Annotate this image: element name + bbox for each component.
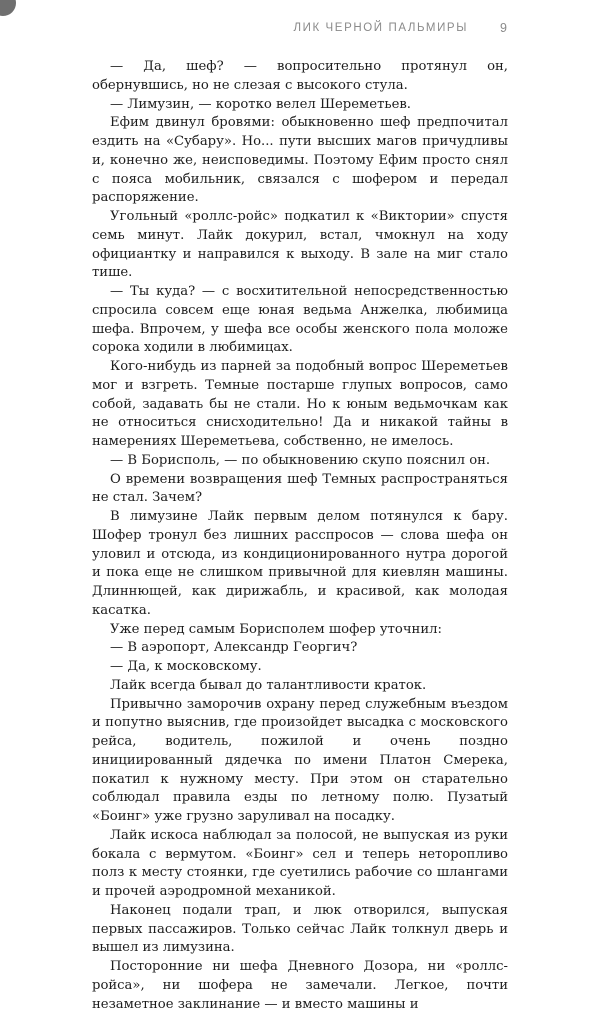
running-title: ЛИК ЧЕРНОЙ ПАЛЬМИРЫ	[293, 22, 468, 34]
corner-mark	[0, 0, 16, 16]
paragraph: Лайк искоса наблюдал за полосой, не выпуская из руки бокала с вермутом. «Боинг» сел и теперь неторопливо полз к месту стоянки, где суетились рабочие со шлангами и прочей аэродромной механикой.	[92, 827, 508, 899]
paragraph: — Ты куда? — с восхитительной непосредственностью спросила совсем еще юная ведьма Анжелка, любимица шефа. Впрочем, у шефа все особы женского пола моложе сорока ходили в любимицах.	[92, 284, 508, 356]
paragraph: Наконец подали трап, и люк отворился, выпуская первых пассажиров. Только сейчас Лайк толкнул дверь и вышел из лимузина.	[92, 902, 508, 956]
paragraph: — В аэропорт, Александр Георгич?	[110, 640, 358, 656]
page-number: 9	[500, 21, 507, 35]
paragraph: Угольный «роллс-ройс» подкатил к «Виктории» спустя семь минут. Лайк докурил, встал, чмокнул на ходу официантку и направился к выходу. В зале на миг стало тише.	[92, 209, 508, 281]
paragraph: Привычно заморочив охрану перед служебным въездом и попутно выяснив, где произойдет высадка с московского рейса, водитель, пожилой и очень поздно инициированный дядечка по имени Платон Смерека, покатил к нужному месту. При этом он старательно соблюдал правила езды по летному полю. Пузатый «Боинг» уже грузно заруливал на посадку.	[92, 696, 508, 824]
paragraph: Посторонние ни шефа Дневного Дозора, ни «роллс-ройса», ни шофера не замечали. Легкое, почти незаметное заклинание — и вместо машины и	[92, 959, 508, 1012]
paragraph: Лайк всегда бывал до талантливости краток.	[110, 677, 427, 693]
paragraph: — Да, к московскому.	[110, 659, 262, 674]
body-text	[92, 58, 508, 1014]
paragraph: — Да, шеф? — вопросительно протянул он, обернувшись, но не слезая с высокого стула.	[92, 59, 508, 93]
paragraph: В лимузине Лайк первым делом потянулся к бару. Шофер тронул без лишних расспросов — слова шефа он уловил и отсюда, из кондиционированного нутра дорогой и пока еще не слишком привычной для киевлян машины. Длиннющей, как дирижабль, и красивой, как молодая касатка.	[92, 509, 508, 618]
paragraph: Кого-нибудь из парней за подобный вопрос Шереметьев мог и взгреть. Темные постарше глупых вопросов, само собой, задавать бы не стали. Но к юным ведьмочкам как не относиться снисходительно! Да и никакой тайны в намерениях Шереметьева, собственно, не имелось.	[92, 359, 508, 449]
paragraph: О времени возвращения шеф Темных распространяться не стал. Зачем?	[92, 471, 508, 506]
page-header	[0, 22, 600, 42]
paragraph: — Лимузин, — коротко велел Шереметьев.	[110, 96, 411, 112]
paragraph: — В Борисполь, — по обыкновению скупо пояснил он.	[110, 452, 491, 468]
paragraph: Ефим двинул бровями: обыкновенно шеф предпочитал ездить на «Субару». Но... пути высших магов причудливы и, конечно же, неисповедимы. Поэтому Ефим просто снял с пояса мобильник, связался с шофером и передал распоряжение.	[92, 115, 508, 206]
paragraph: Уже перед самым Борисполем шофер уточнил:	[110, 621, 442, 637]
